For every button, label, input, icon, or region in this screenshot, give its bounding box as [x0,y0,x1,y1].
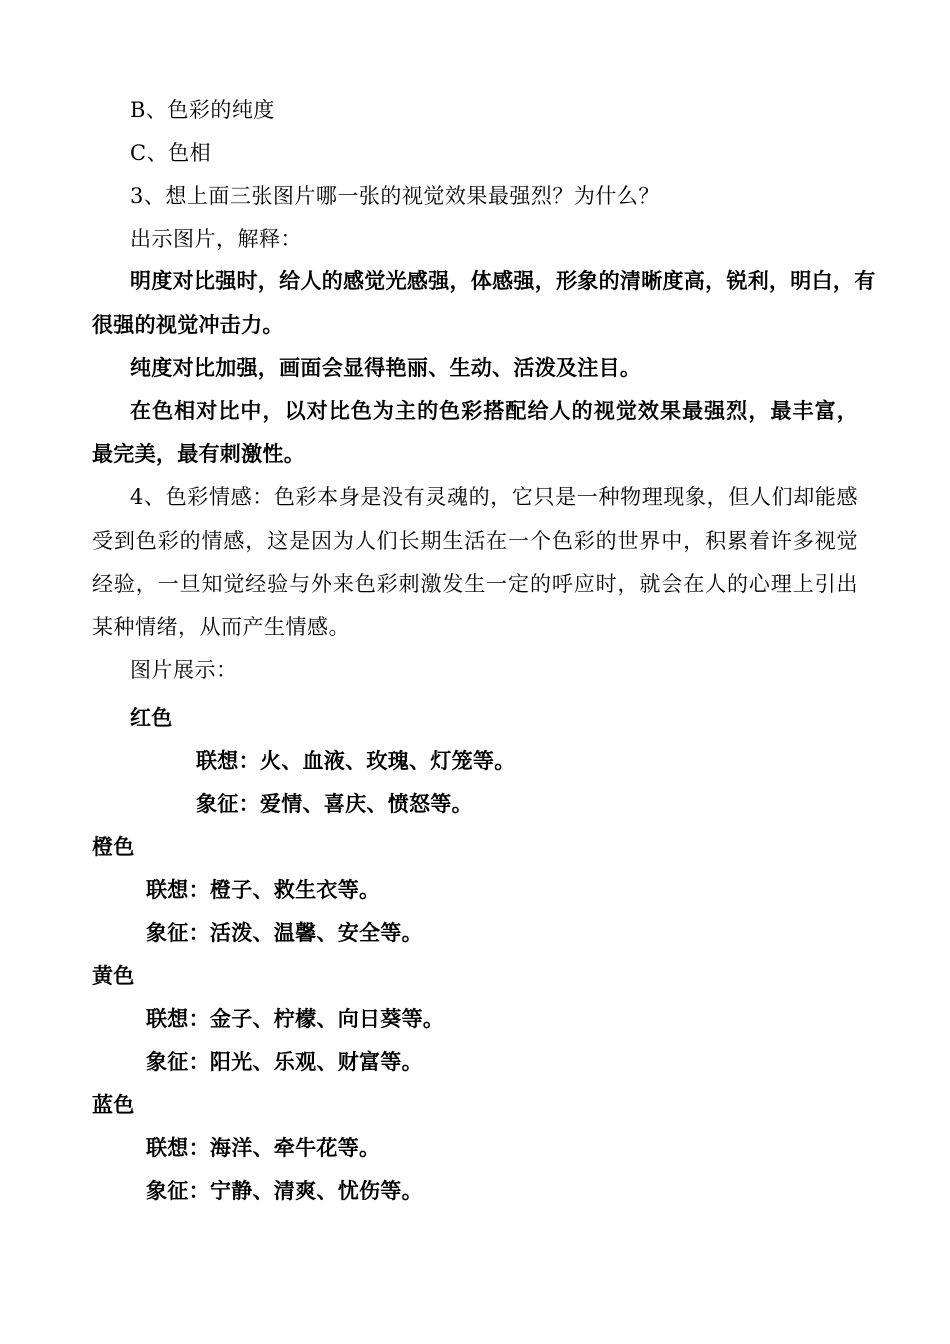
purity-contrast-line: 纯度对比加强，画面会显得艳丽、生动、活泼及注目。 [130,355,642,380]
question-3: 3、想上面三张图片哪一张的视觉效果最强烈？为什么？ [130,184,660,208]
option-c: C、色相 [130,141,212,165]
brightness-contrast-line-2: 很强的视觉冲击力。 [92,312,284,337]
color-heading-yellow: 黄色 [92,963,135,988]
red-association: 联想：火、血液、玫瑰、灯笼等。 [196,748,516,773]
color-heading-blue: 蓝色 [92,1092,135,1117]
picture-display-note: 图片展示： [130,658,238,682]
hue-contrast-line-1: 在色相对比中，以对比色为主的色彩搭配给人的视觉效果最强烈，最丰富， [130,398,858,423]
brightness-contrast-line-1: 明度对比强时，给人的感觉光感强，体感强，形象的清晰度高，锐利，明白，有 [130,268,876,293]
color-emotion-line-3: 经验，一旦知觉经验与外来色彩刺激发生一定的呼应时，就会在人的心理上引出 [92,572,858,596]
orange-association: 联想：橙子、救生衣等。 [146,877,381,902]
hue-contrast-line-2: 最完美，最有刺激性。 [92,441,305,466]
option-b: B、色彩的纯度 [130,98,275,122]
color-heading-orange: 橙色 [92,834,135,859]
color-heading-red: 红色 [130,705,173,730]
color-emotion-line-2: 受到色彩的情感，这是因为人们长期生活在一个色彩的世界中，积累着许多视觉 [92,529,858,553]
blue-association: 联想：海洋、牵牛花等。 [146,1135,381,1160]
show-pictures-note: 出示图片，解释： [130,227,302,251]
orange-symbol: 象征：活泼、温馨、安全等。 [146,920,423,945]
color-emotion-line-4: 某种情绪，从而产生情感。 [92,615,350,639]
color-emotion-line-1: 4、色彩情感：色彩本身是没有灵魂的，它只是一种物理现象，但人们却能感 [130,485,858,509]
blue-symbol: 象征：宁静、清爽、忧伤等。 [146,1178,423,1203]
yellow-symbol: 象征：阳光、乐观、财富等。 [146,1049,423,1074]
yellow-association: 联想：金子、柠檬、向日葵等。 [146,1006,445,1031]
red-symbol: 象征：爱情、喜庆、愤怒等。 [196,791,473,816]
